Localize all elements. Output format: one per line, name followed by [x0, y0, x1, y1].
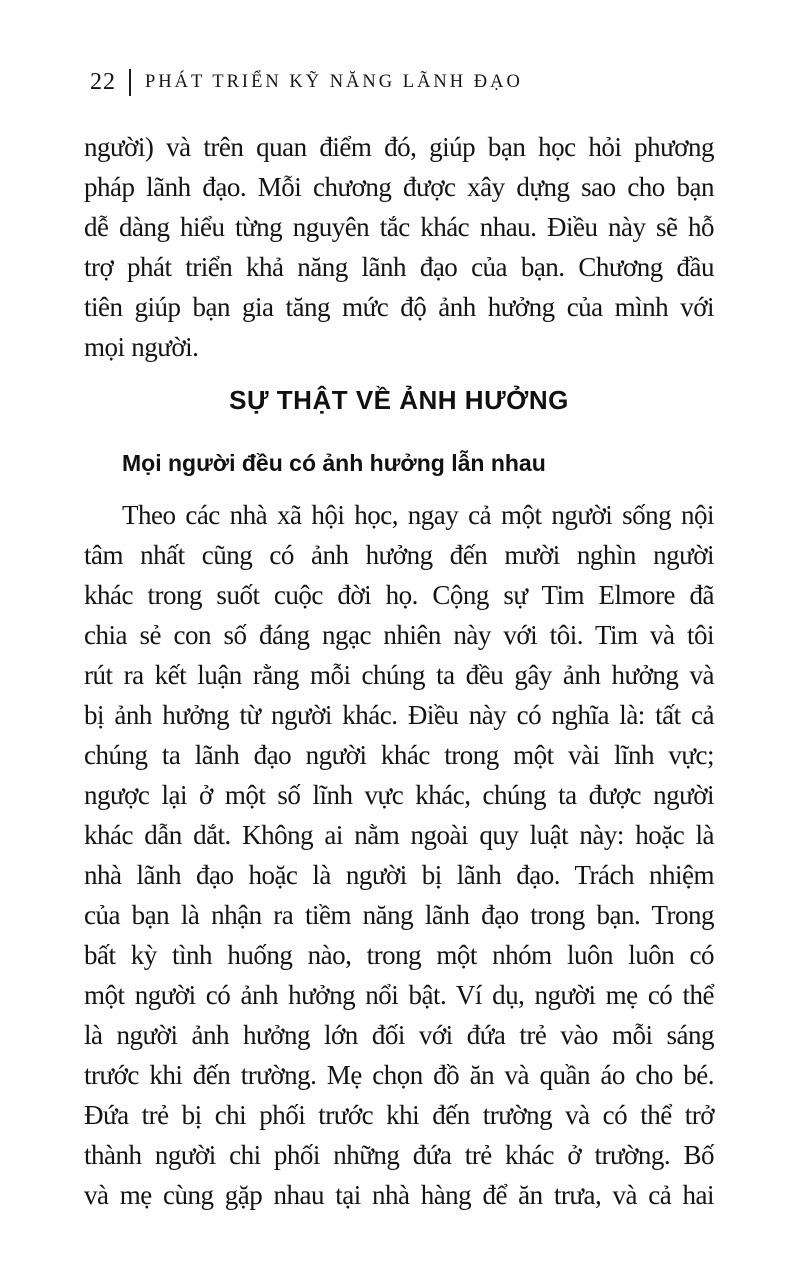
- text-line: một người có ảnh hưởng nổi bật. Ví dụ, người mẹ có thể: [84, 980, 714, 1010]
- text-line: khác trong suốt cuộc đời họ. Cộng sự Tim Elmore đã: [84, 580, 714, 610]
- text-line: dễ dàng hiểu từng nguyên tắc khác nhau. Điều này sẽ hỗ: [84, 212, 714, 242]
- text-line: là người ảnh hưởng lớn đối với đứa trẻ vào mỗi sáng: [84, 1020, 714, 1050]
- text-line: và mẹ cùng gặp nhau tại nhà hàng để ăn trưa, và cả hai: [84, 1180, 714, 1210]
- page-number: 22: [90, 69, 116, 95]
- book-title: PHÁT TRIỂN KỸ NĂNG LÃNH ĐẠO: [145, 72, 523, 92]
- text-line: nhà lãnh đạo hoặc là người bị lãnh đạo. Trách nhiệm: [84, 860, 714, 890]
- header-divider-line: [129, 69, 131, 96]
- text-line: ngược lại ở một số lĩnh vực khác, chúng ta được người: [84, 780, 714, 810]
- paragraph-intro: [84, 127, 714, 367]
- text-line: chúng ta lãnh đạo người khác trong một vài lĩnh vực;: [84, 740, 714, 770]
- paragraph-influence: [84, 495, 714, 1215]
- running-header: [90, 68, 523, 96]
- text-line: tiên giúp bạn gia tăng mức độ ảnh hưởng của mình với: [84, 292, 714, 322]
- text-line: trước khi đến trường. Mẹ chọn đồ ăn và quần áo cho bé.: [84, 1060, 714, 1090]
- text-line: người) và trên quan điểm đó, giúp bạn học hỏi phương: [84, 132, 714, 162]
- text-line: bị ảnh hưởng từ người khác. Điều này có nghĩa là: tất cả: [84, 700, 714, 730]
- subsection-heading: Mọi người đều có ảnh hưởng lẫn nhau: [122, 450, 546, 476]
- text-line: rút ra kết luận rằng mỗi chúng ta đều gây ảnh hưởng và: [84, 660, 714, 690]
- text-line: thành người chi phối những đứa trẻ khác ở trường. Bố: [84, 1140, 714, 1170]
- text-line: Theo các nhà xã hội học, ngay cả một người sống nội: [122, 500, 714, 530]
- text-line: bất kỳ tình huống nào, trong một nhóm luôn luôn có: [84, 940, 714, 970]
- section-heading: SỰ THẬT VỀ ẢNH HƯỞNG: [229, 385, 569, 415]
- text-line: Đứa trẻ bị chi phối trước khi đến trường và có thể trở: [84, 1100, 714, 1130]
- text-line: của bạn là nhận ra tiềm năng lãnh đạo trong bạn. Trong: [84, 900, 714, 930]
- text-line: khác dẫn dắt. Không ai nằm ngoài quy luật này: hoặc là: [84, 820, 714, 850]
- text-line: tâm nhất cũng có ảnh hưởng đến mười nghìn người: [84, 540, 714, 570]
- text-line: trợ phát triển khả năng lãnh đạo của bạn. Chương đầu: [84, 252, 714, 282]
- text-line: mọi người.: [84, 332, 199, 362]
- text-line: chia sẻ con số đáng ngạc nhiên này với tôi. Tim và tôi: [84, 620, 714, 650]
- text-line: pháp lãnh đạo. Mỗi chương được xây dựng sao cho bạn: [84, 172, 714, 202]
